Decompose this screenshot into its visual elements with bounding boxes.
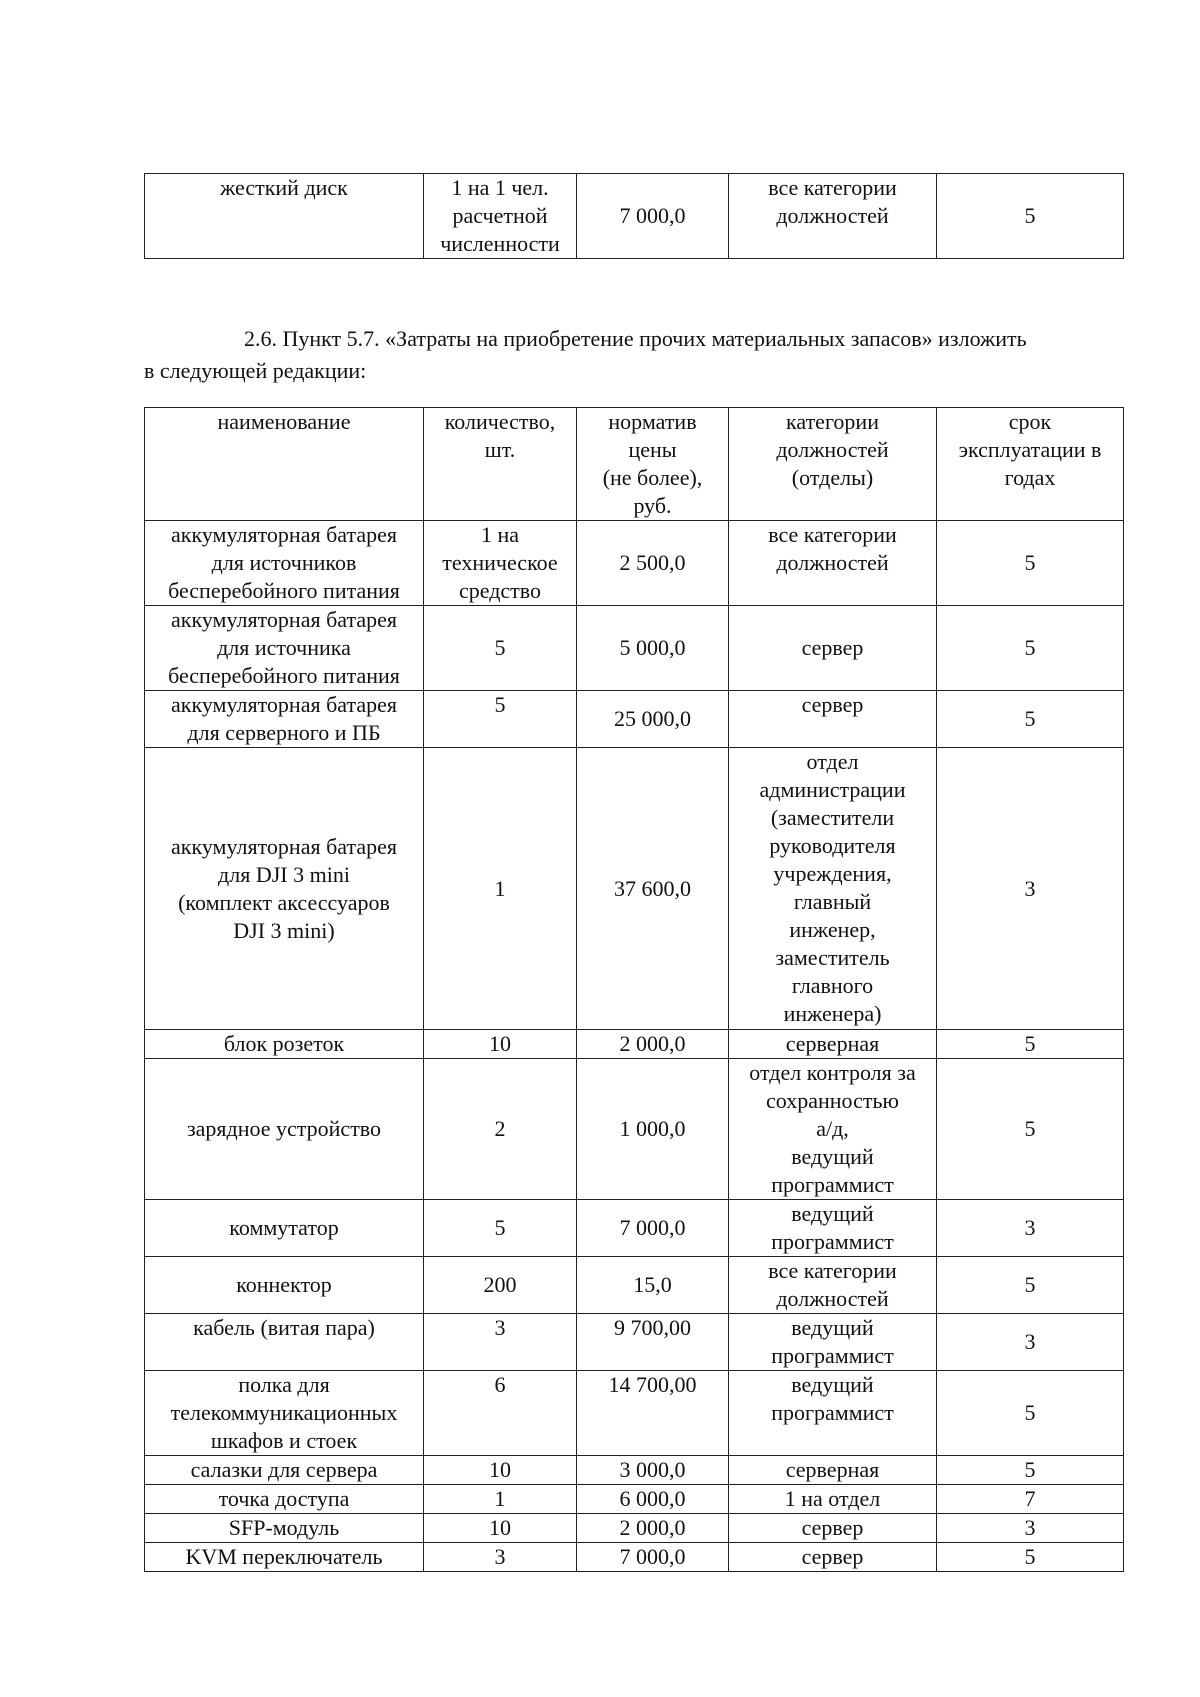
cell-term: 5 <box>937 521 1124 606</box>
table-row <box>145 1200 1124 1257</box>
cell-qty: 10 <box>424 1514 577 1543</box>
table-row <box>145 606 1124 691</box>
table-row <box>145 748 1124 1030</box>
table-row <box>145 1257 1124 1314</box>
table-row <box>145 1059 1124 1200</box>
cell-price: 25 000,0 <box>577 691 729 748</box>
cell-price: 2 000,0 <box>577 1030 729 1059</box>
cell-categories: отдел администрации (заместители руководителя учреждения, главный инженер, заместитель главного инженера) <box>729 748 937 1030</box>
cell-price: 6 000,0 <box>577 1485 729 1514</box>
cell-name: аккумуляторная батарея для DJI 3 mini (комплект аксессуаров DJI 3 mini) <box>145 748 424 1030</box>
table-row <box>145 1543 1124 1572</box>
cell-term: 5 <box>937 1257 1124 1314</box>
cell-qty: 6 <box>424 1371 577 1456</box>
cell-price: 7 000,0 <box>577 174 729 259</box>
cell-categories: серверная <box>729 1456 937 1485</box>
cell-term: 5 <box>937 1543 1124 1572</box>
header-name: наименование <box>145 408 424 521</box>
table-row <box>145 691 1124 748</box>
cell-price: 3 000,0 <box>577 1456 729 1485</box>
amendment-paragraph: 2.6. Пункт 5.7. «Затраты на приобретение прочих материальных запасов» изложить в следующей редакции: <box>144 326 1027 383</box>
cell-price: 15,0 <box>577 1257 729 1314</box>
cell-categories: ведущий программист <box>729 1200 937 1257</box>
table-row <box>145 1456 1124 1485</box>
cell-term: 5 <box>937 691 1124 748</box>
cell-term: 3 <box>937 1200 1124 1257</box>
cell-categories: ведущий программист <box>729 1371 937 1456</box>
cell-name: жесткий диск <box>145 174 424 259</box>
cell-name: аккумуляторная батарея для серверного и ПБ <box>145 691 424 748</box>
cell-term: 5 <box>937 1456 1124 1485</box>
cell-name: KVM переключатель <box>145 1543 424 1572</box>
header-price: норматив цены (не более), руб. <box>577 408 729 521</box>
cell-price: 7 000,0 <box>577 1200 729 1257</box>
cell-name: салазки для сервера <box>145 1456 424 1485</box>
cell-categories: 1 на отдел <box>729 1485 937 1514</box>
cell-categories: все категории должностей <box>729 174 937 259</box>
cell-term: 3 <box>937 1514 1124 1543</box>
cell-qty: 5 <box>424 1200 577 1257</box>
cell-name: точка доступа <box>145 1485 424 1514</box>
cell-name: блок розеток <box>145 1030 424 1059</box>
materials-table <box>144 407 1124 1572</box>
cell-categories: сервер <box>729 691 937 748</box>
cell-qty: 200 <box>424 1257 577 1314</box>
cell-term: 5 <box>937 606 1124 691</box>
cell-categories: отдел контроля за сохранностью а/д, ведущий программист <box>729 1059 937 1200</box>
cell-name: кабель (витая пара) <box>145 1314 424 1371</box>
cell-price: 1 000,0 <box>577 1059 729 1200</box>
cell-price: 9 700,00 <box>577 1314 729 1371</box>
cell-qty: 1 <box>424 748 577 1030</box>
table-row <box>145 1030 1124 1059</box>
cell-term: 3 <box>937 1314 1124 1371</box>
cell-categories: сервер <box>729 606 937 691</box>
cell-qty: 3 <box>424 1543 577 1572</box>
cell-categories: все категории должностей <box>729 521 937 606</box>
cell-qty: 3 <box>424 1314 577 1371</box>
header-qty: количество, шт. <box>424 408 577 521</box>
cell-qty: 10 <box>424 1456 577 1485</box>
cell-qty: 1 на техническое средство <box>424 521 577 606</box>
cell-name: полка для телекоммуникационных шкафов и стоек <box>145 1371 424 1456</box>
table-row <box>145 174 1124 259</box>
cell-term: 5 <box>937 174 1124 259</box>
cell-qty: 1 на 1 чел. расчетной численности <box>424 174 577 259</box>
cell-price: 7 000,0 <box>577 1543 729 1572</box>
cell-price: 2 000,0 <box>577 1514 729 1543</box>
cell-qty: 10 <box>424 1030 577 1059</box>
cell-categories: ведущий программист <box>729 1314 937 1371</box>
cell-name: зарядное устройство <box>145 1059 424 1200</box>
cell-name: коммутатор <box>145 1200 424 1257</box>
cell-qty: 1 <box>424 1485 577 1514</box>
table-row <box>145 1485 1124 1514</box>
cell-name: SFP-модуль <box>145 1514 424 1543</box>
cell-term: 5 <box>937 1371 1124 1456</box>
table-row <box>145 1314 1124 1371</box>
cell-price: 37 600,0 <box>577 748 729 1030</box>
cell-term: 3 <box>937 748 1124 1030</box>
header-term: срок эксплуатации в годах <box>937 408 1124 521</box>
cell-qty: 5 <box>424 691 577 748</box>
cell-categories: сервер <box>729 1543 937 1572</box>
header-categories: категории должностей (отделы) <box>729 408 937 521</box>
cell-term: 5 <box>937 1059 1124 1200</box>
cell-name: аккумуляторная батарея для источников бесперебойного питания <box>145 521 424 606</box>
cell-qty: 5 <box>424 606 577 691</box>
cell-price: 2 500,0 <box>577 521 729 606</box>
cell-term: 7 <box>937 1485 1124 1514</box>
cell-categories: серверная <box>729 1030 937 1059</box>
table-header-row <box>145 408 1124 521</box>
previous-table-fragment <box>144 173 1124 259</box>
table-row <box>145 1371 1124 1456</box>
cell-categories: сервер <box>729 1514 937 1543</box>
table-row <box>145 1514 1124 1543</box>
cell-name: аккумуляторная батарея для источника бесперебойного питания <box>145 606 424 691</box>
cell-price: 5 000,0 <box>577 606 729 691</box>
cell-term: 5 <box>937 1030 1124 1059</box>
cell-qty: 2 <box>424 1059 577 1200</box>
table-row <box>145 521 1124 606</box>
cell-categories: все категории должностей <box>729 1257 937 1314</box>
cell-name: коннектор <box>145 1257 424 1314</box>
cell-price: 14 700,00 <box>577 1371 729 1456</box>
